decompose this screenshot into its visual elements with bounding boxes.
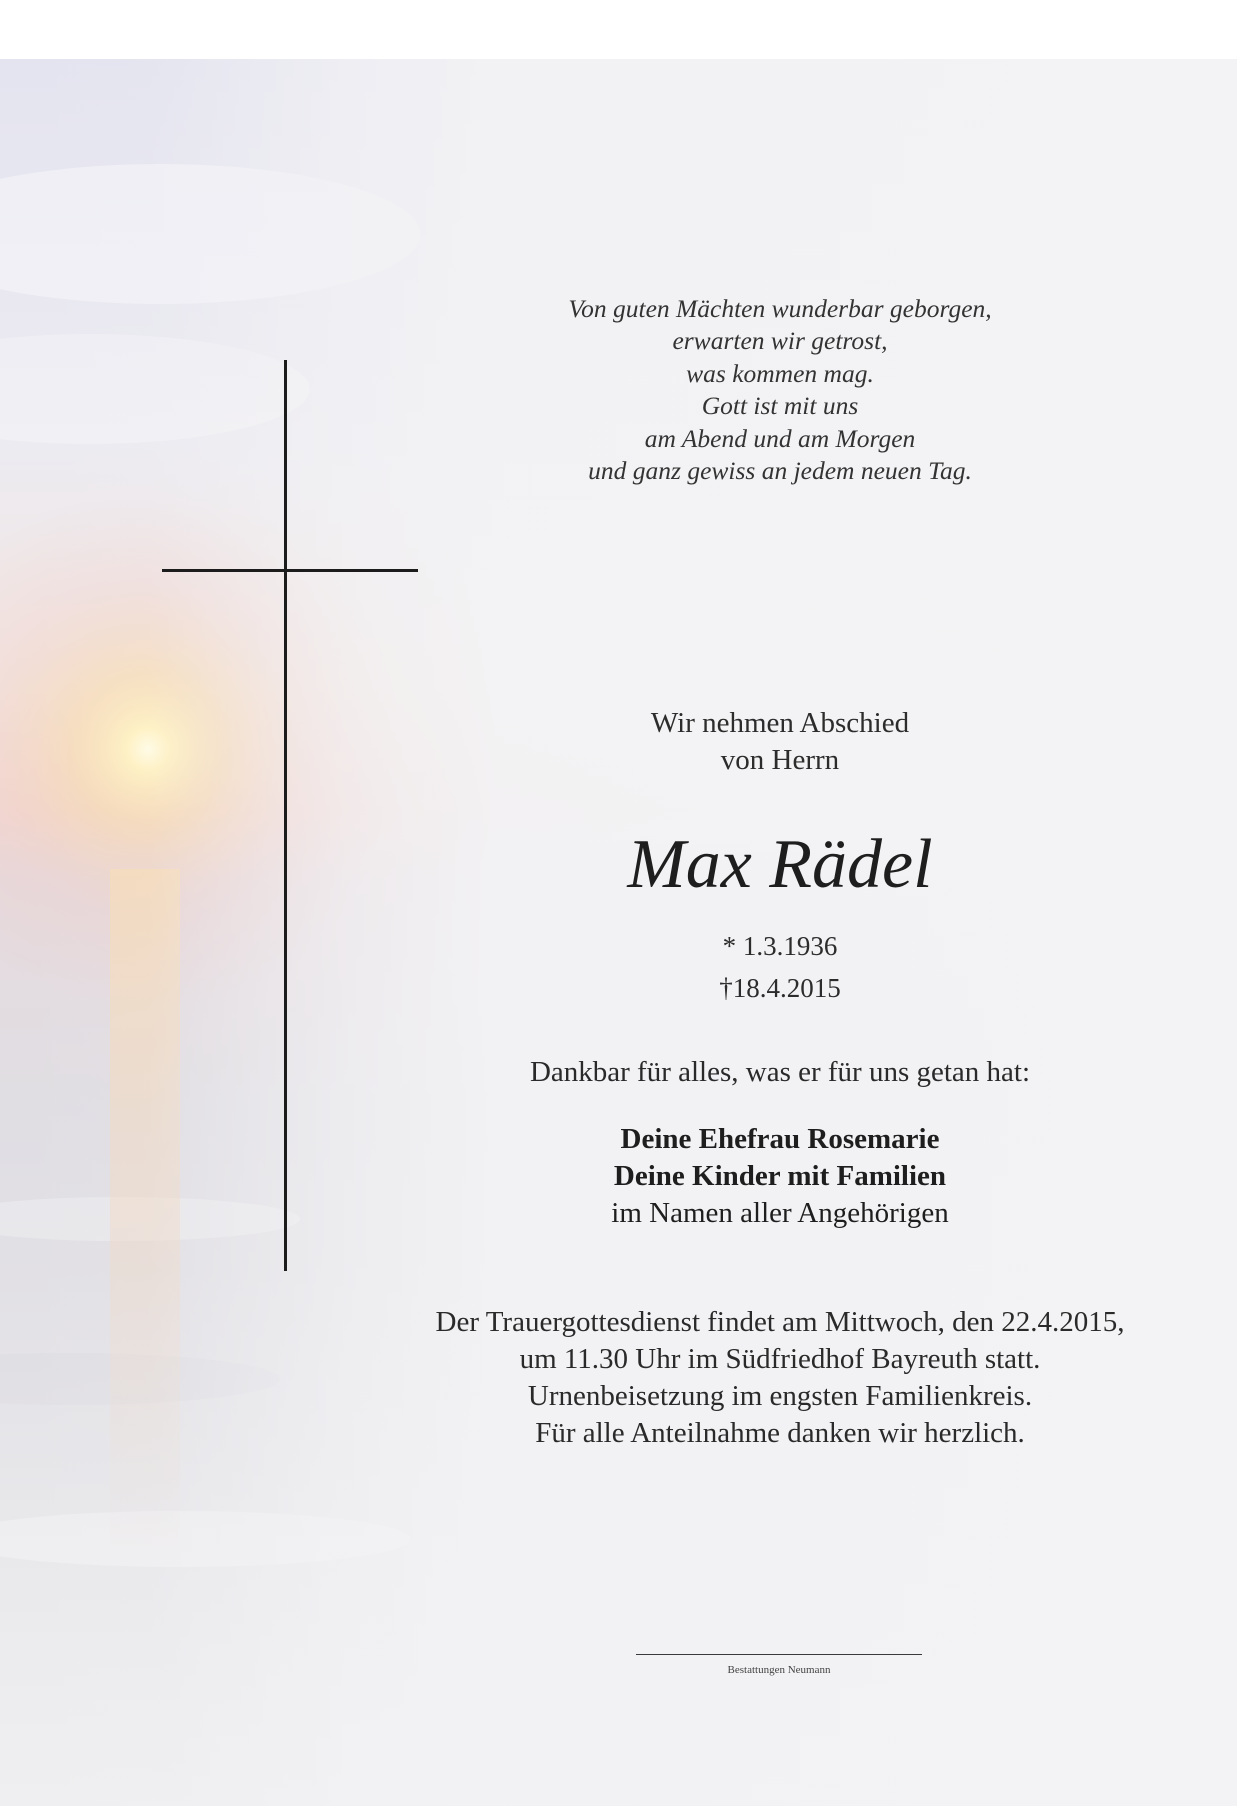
family-signatories (340, 1121, 1220, 1232)
cross-horizontal-bar (162, 569, 418, 572)
funeral-home-name: Bestattungen Neumann (727, 1664, 831, 1676)
life-dates (340, 925, 1220, 1009)
poem-line: Gott ist mit uns (701, 391, 859, 421)
spouse-line: Deine Ehefrau Rosemarie (620, 1123, 940, 1155)
service-line: Für alle Anteilnahme danken wir herzlich. (535, 1417, 1025, 1449)
birth-date: * 1.3.1936 (722, 931, 838, 961)
farewell-line-2: von Herrn (720, 744, 840, 776)
relatives-line: im Namen aller Angehörigen (611, 1197, 949, 1229)
cross-vertical-bar (284, 360, 287, 1271)
death-date: †18.4.2015 (719, 973, 841, 1003)
poem-line: Von guten Mächten wunderbar geborgen, (568, 294, 992, 323)
children-line: Deine Kinder mit Familien (613, 1160, 947, 1192)
poem-line: was kommen mag. (686, 358, 874, 388)
farewell-heading (340, 705, 1220, 779)
poem-line: am Abend und am Morgen (644, 423, 916, 453)
service-line: um 11.30 Uhr im Südfriedhof Bayreuth statt. (519, 1343, 1041, 1375)
deceased-name: Max Rädel (627, 826, 933, 903)
thanks-line: Dankbar für alles, was er für uns getan hat: (529, 1056, 1031, 1088)
poem-line: erwarten wir getrost, (672, 326, 888, 356)
service-announcement (340, 1304, 1220, 1452)
signature-divider (636, 1654, 922, 1655)
poem-line: und ganz gewiss an jedem neuen Tag. (588, 456, 972, 486)
service-line: Der Trauergottesdienst findet am Mittwoch, den 22.4.2015, (435, 1306, 1125, 1338)
service-line: Urnenbeisetzung im engsten Familienkreis. (527, 1380, 1033, 1412)
farewell-line-1: Wir nehmen Abschied (650, 707, 910, 739)
poem (340, 293, 1220, 487)
obituary-card (0, 59, 1237, 1806)
